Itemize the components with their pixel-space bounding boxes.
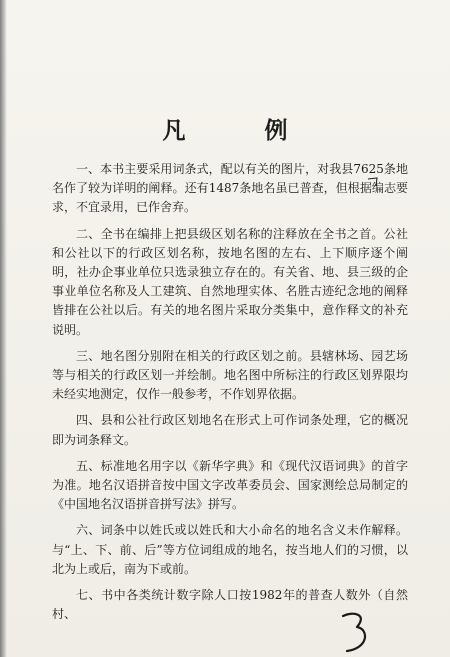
body-text — [52, 160, 408, 624]
handwritten-page-number — [335, 610, 375, 656]
paragraph-4: 四、县和公社行政区划地名在形式上可作词条处理，它的概况即为词条释文。 — [52, 413, 408, 447]
paragraph-5: 五、标准地名用字以《新华字典》和《现代汉语词典》的首字为准。地名汉语拼音按中国文字改革委员会、国家测绘总局制定的《中国地名汉语拼音拼写法》拼写。 — [52, 458, 408, 512]
paragraph-3: 三、地名图分别附在相关的行政区划之前。县辖林场、园艺场等与相关的行政区划一并绘制。地名图中所标注的行政区划界限均未经实地测定，仅作一般参考，不作划界依据。 — [52, 348, 408, 402]
page-title: 凡 例 — [162, 117, 316, 144]
paragraph-7: 七、书中各类统计数字除人口按1982年的普查人数外（自然村、 — [52, 588, 408, 622]
paragraph-2: 二、全书在编排上把县级区划名称的注释放在全书之首。公社和公社以下的行政区划名称，按地名图的左右、上下顺序逐个阐明，社办企事业单位只选录独立存在的。有关省、地、县三级的企事业单位名称及人工建筑、自然地理实体、名胜古迹纪念地的阐释皆排在公社以后。有关的地名图片采取分类集中，意作释文的补充说明。 — [52, 226, 408, 337]
paragraph-6: 六、词条中以姓氏或以姓氏和大小命名的地名含义未作解释。与“上、下、前、后”等方位词组成的地名，按当地人们的习惯，以北为上或后，南为下或前。 — [52, 523, 408, 576]
scan-binding-shadow — [0, 0, 7, 657]
paragraph-1: 一、本书主要采用词条式，配以有关的图片，对我县7625条地名作了较为详明的阐释。还有1487条地名虽已普查，但根据编志要求，不宜录用，已作舍弃。 — [52, 162, 408, 215]
correction-mark-icon — [367, 177, 379, 187]
